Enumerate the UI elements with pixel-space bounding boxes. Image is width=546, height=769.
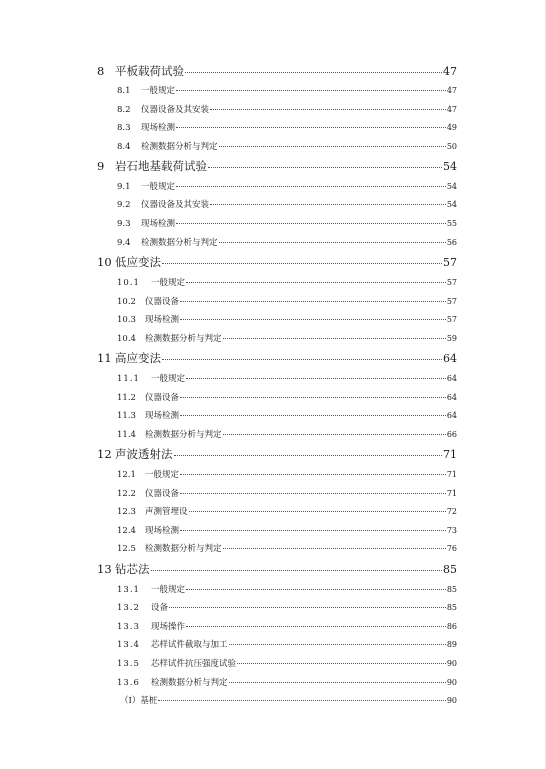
dot-leader [176,223,446,224]
toc-section-8-2[interactable] [117,103,457,115]
dot-leader [180,493,446,494]
toc-number: 9.2 [117,200,131,210]
toc-number: 8.4 [117,142,131,152]
toc-page-number: 71 [446,489,457,498]
toc-number: 12.3 [117,507,136,517]
toc-chapter-12[interactable] [97,446,457,462]
dot-leader [180,474,446,475]
toc-section-11-2[interactable] [117,391,457,403]
toc-title: 一般规定 [141,86,176,96]
toc-title: 现场检测 [141,123,176,133]
toc-title: 检测数据分析与判定 [141,238,218,248]
toc-section-9-2[interactable] [117,198,457,210]
toc-number: 11 [97,351,112,365]
toc-section-10-3[interactable] [117,313,457,325]
toc-page-number: 54 [443,160,457,173]
toc-number: 11.1 [117,374,140,384]
toc-page-number: 90 [446,696,457,705]
dot-leader [162,263,442,264]
toc-section-10-2[interactable] [117,295,457,307]
toc-title: 仪器设备及其安装 [141,105,210,115]
toc-section-13-1[interactable] [117,583,457,595]
dot-leader [219,242,446,243]
toc-chapter-9[interactable] [97,158,457,174]
toc-page-number: 49 [446,123,457,132]
toc-title: 平板载荷试验 [115,64,184,78]
toc-number: 9.3 [117,219,131,229]
toc-section-10-4[interactable] [117,332,457,344]
toc-page-number: 64 [446,393,457,402]
toc-chapter-13[interactable] [97,561,457,577]
toc-title: 一般规定 [145,470,180,480]
toc-title: 钻芯法 [115,562,150,576]
toc-page-number: 89 [446,640,457,649]
toc-page-number: 66 [446,430,457,439]
toc-section-12-5[interactable] [117,542,457,554]
dot-leader [176,186,446,187]
toc-section-13-6[interactable] [117,676,457,688]
dot-leader [176,90,446,91]
toc-section-11-4[interactable] [117,428,457,440]
toc-title: 设备 [151,603,169,613]
dot-leader [151,570,443,571]
dot-leader [185,72,442,73]
toc-title: 岩石地基载荷试验 [115,159,207,173]
toc-section-12-4[interactable] [117,524,457,536]
toc-section-13-4[interactable] [117,638,457,650]
toc-number: 13.5 [117,659,140,669]
toc-page-number: 59 [446,334,457,343]
dot-leader [229,682,446,683]
toc-section-12-1[interactable] [117,468,457,480]
dot-leader [189,511,446,512]
toc-number: 10 [97,255,112,269]
dot-leader [180,397,446,398]
toc-number: 12.4 [117,526,136,536]
dot-leader [176,127,446,128]
dot-leader [162,359,442,360]
toc-number: 9 [97,159,105,173]
dot-leader [223,338,446,339]
dot-leader [158,700,445,701]
toc-number: 10.3 [117,315,136,325]
toc-page-number: 56 [446,238,457,247]
toc-page-number: 76 [446,544,457,553]
toc-subsection-basic-piles[interactable] [120,694,457,706]
toc-number: （Ⅰ） [120,696,141,706]
toc-chapter-10[interactable] [97,254,457,270]
toc-number: 12.5 [117,544,136,554]
toc-page-number: 47 [446,105,457,114]
toc-number: 12.1 [117,470,136,480]
toc-number: 8.1 [117,86,131,96]
toc-number: 9.1 [117,182,131,192]
toc-section-9-4[interactable] [117,236,457,248]
toc-page-number: 47 [446,86,457,95]
dot-leader [180,530,446,531]
toc-title: 现场检测 [141,219,176,229]
toc-title: 检测数据分析与判定 [145,544,222,554]
toc-title: 一般规定 [151,585,186,595]
toc-section-11-1[interactable] [117,372,457,384]
toc-section-11-3[interactable] [117,409,457,421]
toc-number: 8.2 [117,105,131,115]
toc-page-number: 64 [446,411,457,420]
toc-page-number: 85 [446,585,457,594]
toc-title: 基桩 [140,696,158,706]
toc-title: 低应变法 [115,255,161,269]
toc-title: 声波透射法 [115,447,173,461]
toc-number: 8 [97,64,105,78]
toc-title: 检测数据分析与判定 [151,678,228,688]
toc-number: 10.4 [117,334,136,344]
toc-number: 8.3 [117,123,131,133]
dot-leader [169,607,446,608]
toc-title: 仪器设备 [145,297,180,307]
toc-page-number: 64 [443,352,457,365]
toc-page-number: 50 [446,142,457,151]
toc-number: 10.1 [117,278,140,288]
toc-title: 检测数据分析与判定 [145,430,222,440]
toc-section-13-3[interactable] [117,620,457,632]
toc-page-number: 57 [443,256,457,269]
toc-section-9-3[interactable] [117,217,457,229]
toc-number: 12 [97,447,112,461]
toc-page-number: 73 [446,526,457,535]
toc-section-12-3[interactable] [117,505,457,517]
toc-page-number: 90 [446,659,457,668]
toc-number: 11.2 [117,393,136,403]
toc-title: 芯样试件截取与加工 [151,640,228,650]
toc-title: 现场操作 [151,622,186,632]
toc-title: 高应变法 [115,351,161,365]
toc-title: 一般规定 [141,182,176,192]
toc-section-8-1[interactable] [117,84,457,96]
dot-leader [186,589,446,590]
toc-number: 13.6 [117,678,140,688]
toc-section-13-5[interactable] [117,657,457,669]
dot-leader [174,455,443,456]
toc-title: 仪器设备 [145,489,180,499]
toc-number: 13.1 [117,585,140,595]
dot-leader [237,663,446,664]
toc-page-number: 85 [446,603,457,612]
toc-section-12-2[interactable] [117,487,457,499]
toc-section-13-2[interactable] [117,601,457,613]
toc-number: 12.2 [117,489,136,499]
dot-leader [186,626,446,627]
toc-number: 11.3 [117,411,136,421]
dot-leader [223,548,446,549]
toc-title: 声测管埋设 [145,507,188,517]
toc-chapter-11[interactable] [97,350,457,366]
toc-page-number: 71 [446,470,457,479]
toc-title: 一般规定 [151,374,186,384]
toc-section-8-4[interactable] [117,140,457,152]
dot-leader [219,146,446,147]
toc-title: 仪器设备及其安装 [141,200,210,210]
toc-title: 检测数据分析与判定 [141,142,218,152]
toc-page-number: 86 [446,622,457,631]
toc-number: 13.3 [117,622,140,632]
toc-number: 13 [97,562,112,576]
dot-leader [186,378,446,379]
toc-number: 13.2 [117,603,140,613]
toc-page-number: 55 [446,219,457,228]
toc-page-number: 57 [446,297,457,306]
toc-title: 现场检测 [145,526,180,536]
dot-leader [180,301,446,302]
toc-section-10-1[interactable] [117,276,457,288]
toc-page-number: 71 [443,448,457,461]
dot-leader [180,319,446,320]
toc-page-number: 57 [446,278,457,287]
dot-leader [223,434,446,435]
toc-page-number: 85 [443,563,457,576]
toc-page-number: 57 [446,315,457,324]
dot-leader [210,109,446,110]
toc-page-number: 64 [446,374,457,383]
toc-number: 10.2 [117,297,136,307]
toc-page-number: 54 [446,200,457,209]
toc-title: 仪器设备 [145,393,180,403]
toc-chapter-8[interactable] [97,63,457,79]
toc-title: 一般规定 [151,278,186,288]
toc-page-number: 54 [446,182,457,191]
dot-leader [180,415,446,416]
toc-title: 现场检测 [145,315,180,325]
dot-leader [186,282,446,283]
toc-page-number: 72 [446,507,457,516]
toc-number: 9.4 [117,238,131,248]
dot-leader [208,167,442,168]
dot-leader [210,204,446,205]
toc-page-number: 47 [443,65,457,78]
toc-title: 芯样试件抗压强度试验 [151,659,237,669]
toc-number: 11.4 [117,430,136,440]
toc-title: 现场检测 [145,411,180,421]
toc-page-number: 90 [446,678,457,687]
toc-section-8-3[interactable] [117,121,457,133]
toc-number: 13.4 [117,640,140,650]
toc-title: 检测数据分析与判定 [145,334,222,344]
toc-section-9-1[interactable] [117,180,457,192]
dot-leader [229,644,446,645]
